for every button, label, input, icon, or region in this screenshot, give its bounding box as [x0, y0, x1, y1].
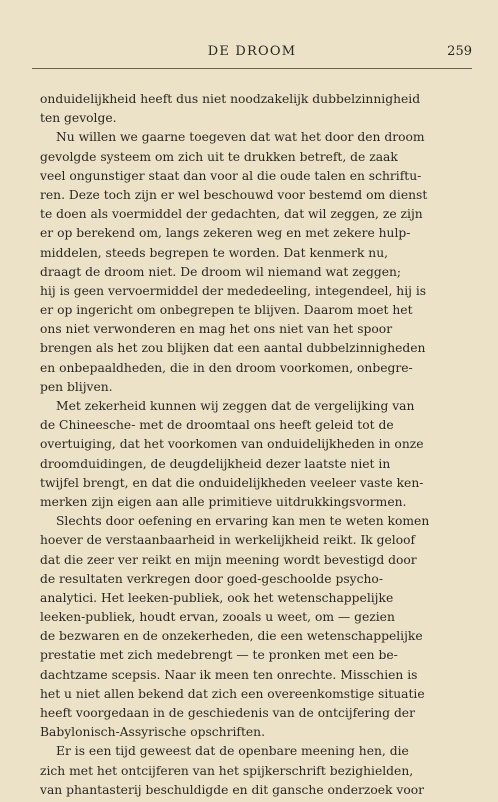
header-rule	[32, 68, 472, 69]
text-line: hij is geen vervoermiddel der mededeeling, integendeel, hij is	[40, 283, 427, 298]
text-line: van phantasterij beschuldigde en dit gansche onderzoek voor	[40, 782, 425, 797]
text-line: droomduidingen, de deugdelijkheid dezer laatste niet in	[40, 456, 391, 471]
text-line: ons niet verwonderen en mag het ons niet van het spoor	[40, 322, 393, 337]
text-line: analytici. Het leeken-publiek, ook het wetenschappelijke	[40, 590, 394, 605]
text-line: gevolgde systeem om zich uit te drukken betreft, de zaak	[40, 149, 398, 164]
text-line: overtuiging, dat het voorkomen van onduidelijkheden in onze	[40, 437, 424, 452]
text-line: en onbepaaldheden, die in den droom voorkomen, onbegre-	[40, 360, 413, 375]
text-line: leeken-publiek, houdt ervan, zooals u weet, om — gezien	[40, 610, 395, 625]
text-line: de bezwaren en de onzekerheden, die een wetenschappelijke	[40, 629, 423, 644]
text-line: brengen als het zou blijken dat een aantal dubbelzinnigheden	[40, 341, 426, 356]
text-line: er op berekend om, langs zekeren weg en met zekere hulp-	[40, 226, 411, 241]
page-body	[40, 90, 472, 800]
text-line: de Chineesche- met de droomtaal ons heeft geleid tot de	[40, 418, 394, 433]
text-line: onduidelijkheid heeft dus niet noodzakelijk dubbelzinnigheid	[40, 92, 421, 106]
text-line: veel ongunstiger staat dan voor al die oude talen en schriftu-	[40, 168, 422, 183]
text-line: Met zekerheid kunnen wij zeggen dat de vergelijking van	[56, 399, 415, 413]
running-title: DE DROOM	[207, 44, 297, 59]
text-line: prestatie met zich medebrengt — te pronken met een be-	[40, 648, 398, 663]
text-line: heeft voorgedaan in de geschiedenis van de ontcijfering der	[40, 706, 415, 720]
text-line: er op ingericht om onbegrepen te blijven. Daarom moet het	[40, 303, 413, 318]
page-number: 259	[447, 44, 472, 59]
text-line: hoever de verstaanbaarheid in werkelijkheid reikt. Ik geloof	[40, 533, 416, 548]
text-line: te doen als voermiddel der gedachten, dat wil zeggen, ze zijn	[40, 207, 423, 222]
text-line: pen blijven.	[40, 379, 113, 394]
text-line: ten gevolge.	[40, 111, 117, 126]
page-header	[32, 44, 472, 64]
text-line: middelen, steeds begrepen te worden. Dat kenmerk nu,	[40, 245, 389, 260]
text-line: merken zijn eigen aan alle primitieve uitdrukkingsvormen.	[40, 494, 407, 509]
text-line: de resultaten verkregen door goed-geschoolde psycho-	[40, 571, 383, 586]
text-line: Nu willen we gaarne toegeven dat wat het door den droom	[56, 130, 425, 145]
text-line: Er is een tijd geweest dat de openbare meening hen, die	[56, 744, 409, 759]
text-line: het u niet allen bekend dat zich een overeenkomstige situatie	[40, 686, 425, 701]
text-line: Babylonisch-Assyrische opschriften.	[40, 725, 266, 740]
text-line: zich met het ontcijferen van het spijkerschrift bezighielden,	[40, 763, 414, 778]
text-line: dat die zeer ver reikt en mijn meening wordt bevestigd door	[40, 552, 417, 567]
text-line: draagt de droom niet. De droom wil niemand wat zeggen;	[40, 264, 402, 279]
text-line: dachtzame scepsis. Naar ik meen ten onrechte. Misschien is	[40, 667, 418, 682]
text-line: ren. Deze toch zijn er wel beschouwd voor bestemd om dienst	[40, 187, 428, 202]
text-line: twijfel brengt, en dat die onduidelijkheden veeleer vaste ken-	[40, 475, 424, 490]
text-line: Slechts door oefening en ervaring kan men te weten komen	[56, 514, 430, 529]
